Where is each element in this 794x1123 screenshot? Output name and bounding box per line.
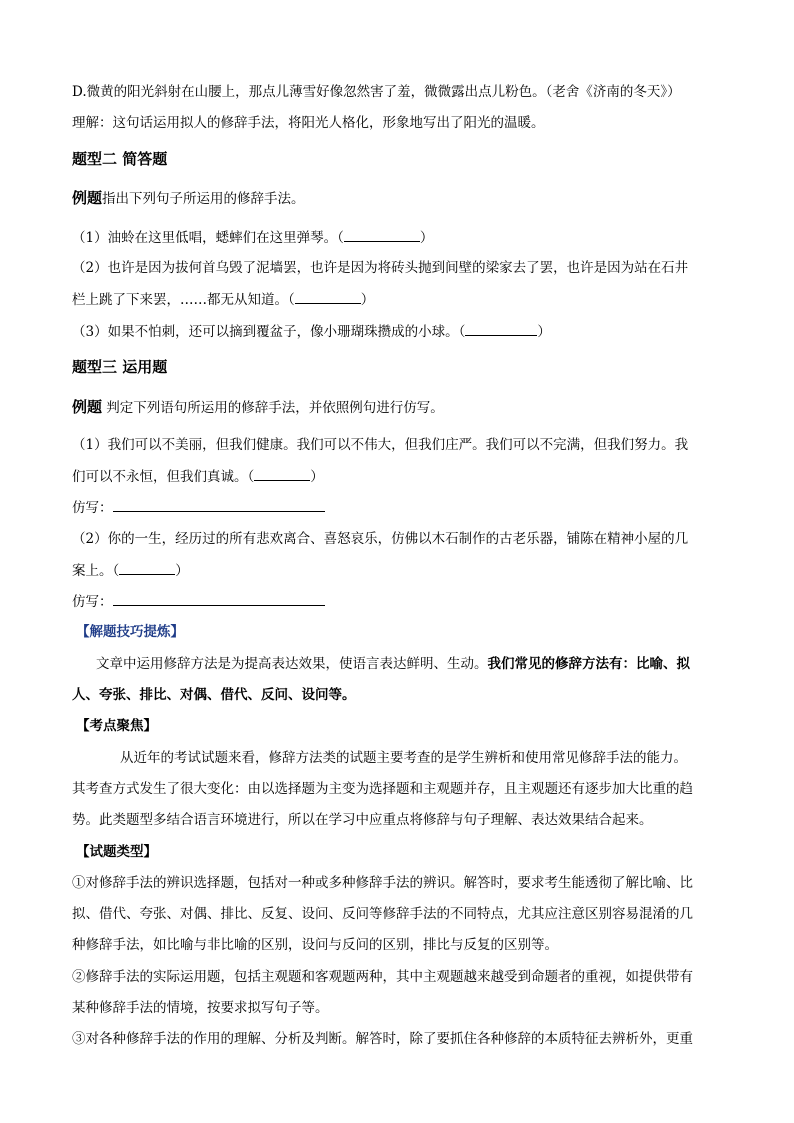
focus-line-1: 从近年的考试试题来看，修辞方法类的试题主要考查的是学生辨析和使用常见修辞手法的能力。 <box>120 750 687 766</box>
answer-blank <box>465 321 537 336</box>
option-d-explanation: 理解：这句话运用拟人的修辞手法，将阳光人格化，形象地写出了阳光的温暖。 <box>72 115 545 131</box>
practice-1-line-1: （1）我们可以不美丽，但我们健康。我们可以不伟大，但我们庄严。我们可以不完满，但我们努力。我 <box>72 437 689 453</box>
question-2-line-2 <box>72 289 374 310</box>
answer-blank <box>344 227 420 242</box>
types-title: 【试题类型】 <box>76 844 157 860</box>
practice-1-text: 们可以不永恒，但我们真诚。（ <box>72 469 255 485</box>
question-3 <box>72 321 551 342</box>
tips-text: 文章中运用修辞方法是为提高表达效果，使语言表达鲜明、生动。 <box>96 656 488 672</box>
imitation-label: 仿写： <box>72 500 113 516</box>
focus-title: 【考点聚焦】 <box>76 718 157 734</box>
imitation-label: 仿写： <box>72 594 113 610</box>
question-3-end: ） <box>537 324 551 340</box>
example-tag: 例题 <box>72 189 103 207</box>
question-2-text: 栏上跳了下来罢，……都无从知道。（ <box>72 292 295 308</box>
question-1-end: ） <box>419 230 434 246</box>
imitation-answer-line <box>113 497 325 512</box>
tips-title: 【解题技巧提炼】 <box>76 624 184 640</box>
question-3-text: （3）如果不怕刺，还可以摘到覆盆子，像小珊瑚珠攒成的小球。（ <box>72 324 466 340</box>
type-3-line-1: ③对各种修辞手法的作用的理解、分析及判断。解答时，除了要抓住各种修辞的本质特征去辨析外，更重 <box>72 1031 693 1047</box>
practice-2-text: 案上。（ <box>72 563 120 579</box>
type3-example <box>72 397 444 418</box>
practice-2-line-1: （2）你的一生，经历过的所有悲欢离合、喜怒哀乐，仿佛以木石制作的古老乐器，铺陈在精神小屋的几 <box>72 531 689 547</box>
example-instruction: 判定下列语句所运用的修辞手法，并依照例句进行仿写。 <box>102 400 444 416</box>
practice-1-end: ） <box>310 469 324 485</box>
tips-line-2: 人、夸张、排比、对偶、借代、反问、设问等。 <box>72 687 356 703</box>
answer-blank <box>295 289 361 304</box>
question-1 <box>72 227 433 248</box>
example-tag: 例题 <box>72 398 103 416</box>
focus-line-3: 势。此类题型多结合语言环境进行，所以在学习中应重点将修辞与句子理解、表达效果结合起来。 <box>72 812 653 828</box>
practice-1-line-2 <box>72 466 324 487</box>
practice-2-end: ） <box>175 563 189 579</box>
answer-blank <box>254 466 310 481</box>
imitation-1 <box>72 497 325 518</box>
imitation-2 <box>72 591 325 612</box>
type-2-line-2: 某种修辞手法的情境，按要求拟写句子等。 <box>72 1000 329 1016</box>
imitation-answer-line <box>113 591 325 606</box>
type-2-line-1: ②修辞手法的实际运用题，包括主观题和客观题两种，其中主观题越来越受到命题者的重视，如提供带有 <box>72 969 693 985</box>
type-1-line-2: 拟、借代、夸张、对偶、排比、反复、设问、反问等修辞手法的不同特点，尤其应注意区别容易混淆的几 <box>72 906 693 922</box>
focus-line-2: 其考查方式发生了很大变化：由以选择题为主变为选择题和主观题并存，且主观题还有逐步加大比重的趋 <box>72 781 693 797</box>
answer-blank <box>119 560 175 575</box>
practice-2-line-2 <box>72 560 189 581</box>
tips-line-1 <box>96 654 690 674</box>
type3-heading: 题型三 运用题 <box>72 358 168 376</box>
example-instruction: 指出下列句子所运用的修辞手法。 <box>102 191 305 207</box>
type-1-line-1: ①对修辞手法的辨识选择题，包括对一种或多种修辞手法的辨识。解答时，要求考生能透彻了解比喻、比 <box>72 875 693 891</box>
question-2-end: ） <box>360 292 375 308</box>
type2-example <box>72 188 305 209</box>
question-1-text: （1）油蛉在这里低唱，蟋蟀们在这里弹琴。（ <box>72 230 344 246</box>
option-d-text: D.微黄的阳光斜射在山腰上，那点儿薄雪好像忽然害了羞，微微露出点儿粉色。（老舍《济南的冬天》） <box>72 84 681 100</box>
question-2-line-1: （2）也许是因为拔何首乌毁了泥墙罢，也许是因为将砖头抛到间壁的梁家去了罢，也许是因为站在石井 <box>72 260 689 276</box>
type-1-line-3: 种修辞手法，如比喻与非比喻的区别，设问与反问的区别，排比与反复的区别等。 <box>72 937 558 953</box>
tips-bold-text: 我们常见的修辞方法有：比喻、拟 <box>487 656 690 672</box>
type2-heading: 题型二 简答题 <box>72 150 168 168</box>
